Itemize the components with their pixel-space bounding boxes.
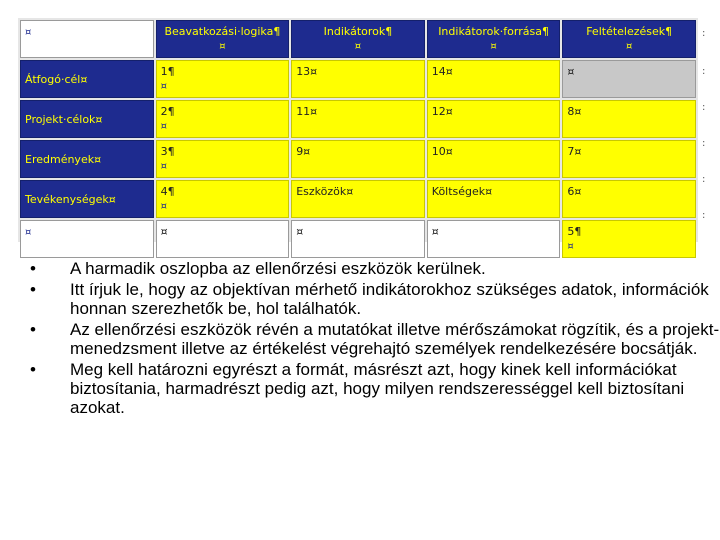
table-cell: 2¶ ¤	[156, 100, 290, 138]
table-cell: 5¶ ¤	[562, 220, 696, 258]
table-row	[20, 180, 696, 218]
header-assumptions: Feltételezések¶ ¤	[562, 20, 696, 58]
table-cell: 10¤	[427, 140, 561, 178]
list-item: • A harmadik oszlopba az ellenőrzési eszközök kerülnek.	[30, 259, 486, 278]
table-cell: Költségek¤	[427, 180, 561, 218]
corner-cell: ¤	[20, 20, 154, 58]
header-row	[20, 20, 696, 58]
row-end-mark: :	[702, 102, 706, 113]
list-item: • Az ellenőrzési eszközök révén a mutatókat illetve mérőszámokat rögzítik, és a projekt-menedzsment illetve az értékelést végrehajtó személyek rendelkezésére bocsátják.	[30, 320, 720, 358]
row-end-mark: :	[702, 138, 706, 149]
table-cell: ¤	[20, 220, 154, 258]
table-row	[20, 140, 696, 178]
row-label-project-goals: Projekt·célok¤	[20, 100, 154, 138]
table-cell: 14¤	[427, 60, 561, 98]
header-intervention-logic: Beavatkozási·logika¶ ¤	[156, 20, 290, 58]
table-cell: 13¤	[291, 60, 425, 98]
list-item: • Itt írjuk le, hogy az objektívan mérhető indikátorokhoz szükséges adatok, információk honnan szerezhetők be, hol találhatók.	[30, 280, 709, 318]
table-row	[20, 60, 696, 98]
table-cell: ¤	[291, 220, 425, 258]
row-label-activities: Tevékenységek¤	[20, 180, 154, 218]
table-cell: 11¤	[291, 100, 425, 138]
bullet-icon: •	[30, 320, 36, 339]
table-cell: 7¤	[562, 140, 696, 178]
table-cell: 8¤	[562, 100, 696, 138]
bullet-icon: •	[30, 280, 36, 299]
table-cell: Eszközök¤	[291, 180, 425, 218]
bullet-icon: •	[30, 259, 36, 278]
row-label-overall-goal: Átfogó·cél¤	[20, 60, 154, 98]
row-label-results: Eredmények¤	[20, 140, 154, 178]
table-cell: 12¤	[427, 100, 561, 138]
table-row	[20, 100, 696, 138]
table-cell: 9¤	[291, 140, 425, 178]
table-cell: 1¶ ¤	[156, 60, 290, 98]
list-item: • Meg kell határozni egyrészt a formát, másrészt azt, hogy kinek kell információkat biztosítania, harmadrészt pedig azt, hogy milyen rendszerességgel kell biztosítani azokat.	[30, 360, 685, 417]
table-row	[20, 220, 696, 258]
row-end-mark: :	[702, 210, 706, 221]
bullet-icon: •	[30, 360, 36, 379]
logframe-table-container	[18, 18, 698, 252]
row-end-mark: :	[702, 66, 706, 77]
table-cell: ¤	[156, 220, 290, 258]
table-cell: ¤	[562, 60, 696, 98]
header-indicator-sources: Indikátorok·forrása¶ ¤	[427, 20, 561, 58]
table-cell: 6¤	[562, 180, 696, 218]
table-cell: 3¶ ¤	[156, 140, 290, 178]
row-end-mark: :	[702, 174, 706, 185]
table-cell: 4¶ ¤	[156, 180, 290, 218]
logframe-table	[18, 18, 698, 260]
row-end-mark: :	[702, 28, 706, 39]
bullet-list	[28, 259, 720, 419]
table-cell: ¤	[427, 220, 561, 258]
header-indicators: Indikátorok¶ ¤	[291, 20, 425, 58]
row-end-marks	[700, 18, 714, 242]
